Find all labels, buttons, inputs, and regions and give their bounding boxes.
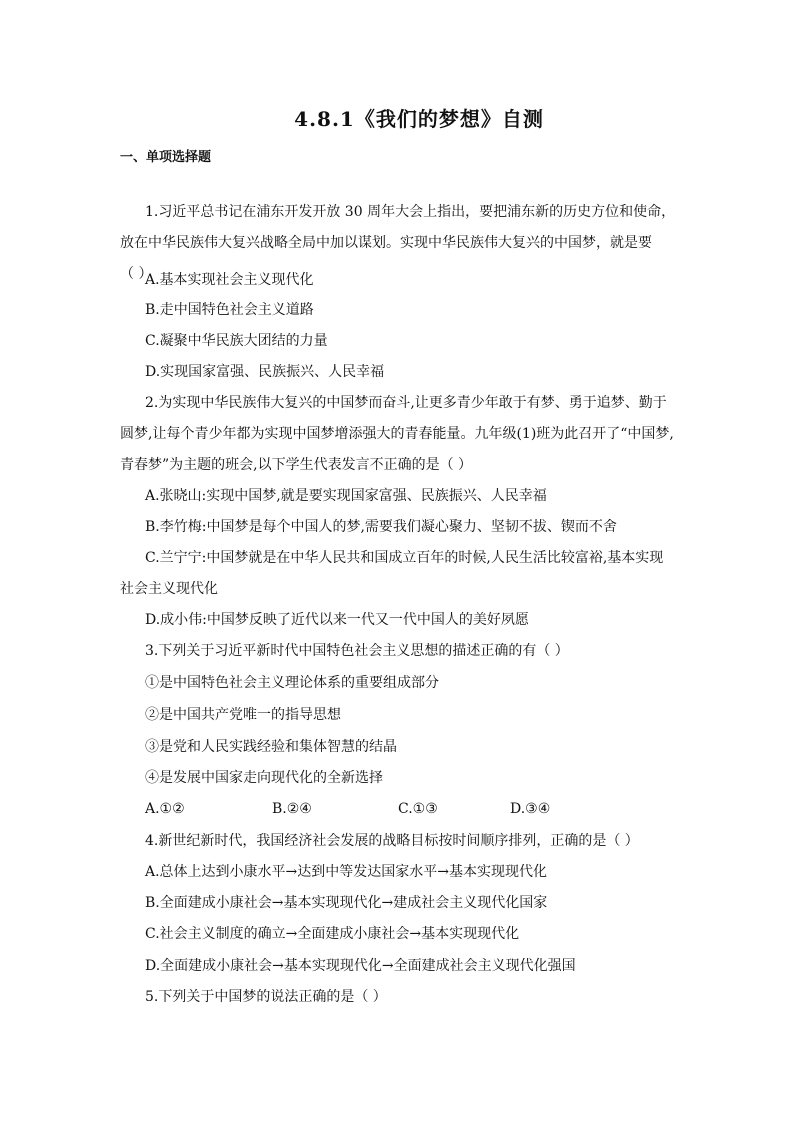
q5-stem: 5.下列关于中国梦的说法正确的是（ ）: [145, 989, 387, 1005]
q3-item-4: ④是发展中国家走向现代化的全新选择: [145, 770, 383, 786]
q3-option-d: D.③④: [510, 801, 551, 817]
q1-option-a: A.基本实现社会主义现代化: [145, 272, 314, 288]
q4-option-c: C.社会主义制度的确立→全面建成小康社会→基本实现现代化: [145, 926, 520, 942]
q2-option-b: B.李竹梅:中国梦是每个中国人的梦,需要我们凝心聚力、坚韧不拔、锲而不舍: [145, 519, 617, 535]
q1-option-c: C.凝聚中华民族大团结的力量: [145, 333, 328, 349]
q3-stem: 3.下列关于习近平新时代中国特色社会主义思想的描述正确的有（ ）: [145, 643, 569, 659]
document-title: 4.8.1《我们的梦想》自测: [294, 107, 544, 131]
q2-stem-line-3: 青春梦”为主题的班会,以下学生代表发言不正确的是（ ）: [120, 457, 473, 473]
q4-stem: 4.新世纪新时代，我国经济社会发展的战略目标按时间顺序排列，正确的是（ ）: [145, 833, 639, 849]
q1-option-d: D.实现国家富强、民族振兴、人民幸福: [145, 364, 385, 380]
q2-stem-line-1: 2.为实现中华民族伟大复兴的中国梦而奋斗,让更多青少年敢于有梦、勇于追梦、勤于: [145, 395, 667, 411]
q1-stem-line-1: 1.习近平总书记在浦东开发开放 30 周年大会上指出，要把浦东新的历史方位和使命，: [145, 204, 676, 220]
q1-stem-line-3: （ ）: [120, 266, 153, 282]
q1-option-b: B.走中国特色社会主义道路: [145, 302, 314, 318]
q3-item-1: ①是中国特色社会主义理论体系的重要组成部分: [145, 675, 439, 691]
q1-stem-line-2: 放在中华民族伟大复兴战略全局中加以谋划。实现中华民族伟大复兴的中国梦，就是要: [120, 235, 652, 251]
q2-option-c-cont: 社会主义现代化: [120, 581, 218, 597]
q2-option-c: C.兰宁宁:中国梦就是在中华人民共和国成立百年的时候,人民生活比较富裕,基本实现: [145, 550, 664, 566]
q3-option-c: C.①③: [398, 801, 438, 817]
q4-option-b: B.全面建成小康社会→基本实现现代化→建成社会主义现代化国家: [145, 895, 548, 911]
section-heading: 一、单项选择题: [120, 150, 212, 165]
q3-option-a: A.①②: [145, 801, 185, 817]
q2-option-d: D.成小伟:中国梦反映了近代以来一代又一代中国人的美好夙愿: [145, 612, 529, 628]
q4-option-d: D.全面建成小康社会→基本实现现代化→全面建成社会主义现代化强国: [145, 958, 576, 974]
q3-item-3: ③是党和人民实践经验和集体智慧的结晶: [145, 739, 397, 755]
q3-option-b: B.②④: [272, 801, 312, 817]
q3-options-row: [145, 801, 575, 819]
q4-option-a: A.总体上达到小康水平→达到中等发达国家水平→基本实现现代化: [145, 864, 548, 880]
q2-stem-line-2: 圆梦,让每个青少年都为实现中国梦增添强大的青春能量。九年级(1)班为此召开了“中国梦,: [120, 426, 674, 442]
q3-item-2: ②是中国共产党唯一的指导思想: [145, 707, 341, 723]
q2-option-a: A.张晓山:实现中国梦,就是要实现国家富强、民族振兴、人民幸福: [145, 488, 547, 504]
